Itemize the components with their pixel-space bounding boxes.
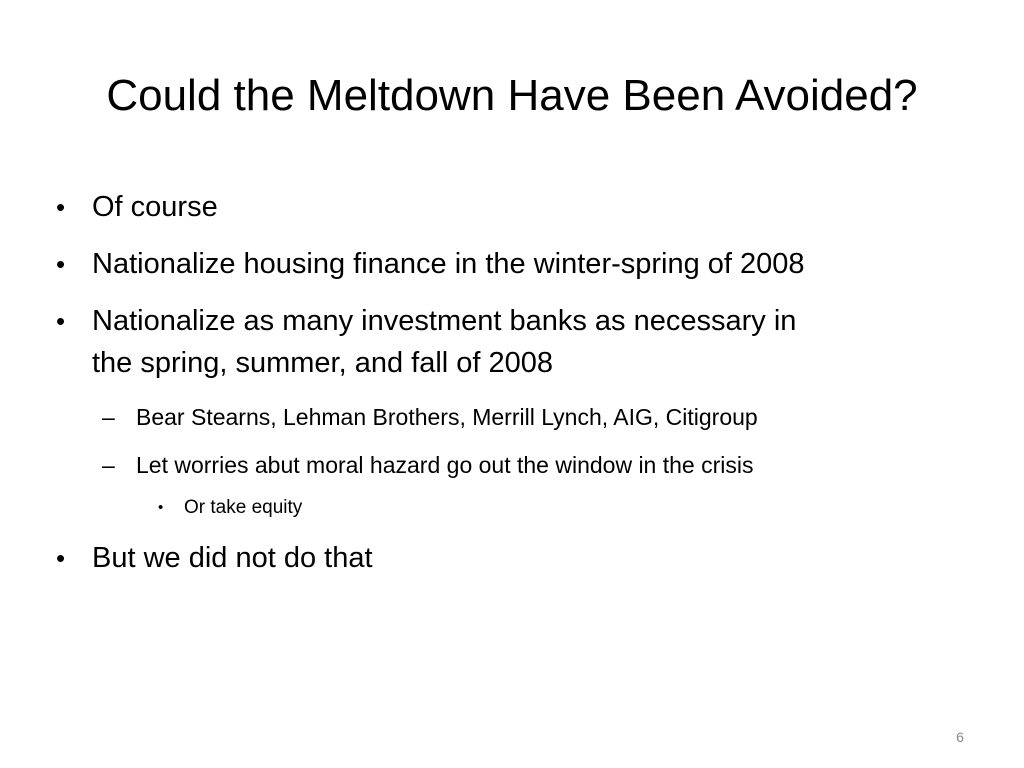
sub-sub-bullet-text: Or take equity — [184, 497, 303, 518]
dash-marker: – — [102, 452, 115, 478]
bullet-item-of-course — [56, 186, 956, 228]
bullet-item-nationalize-housing — [56, 243, 986, 285]
bullet-item-nationalize-banks — [56, 300, 986, 384]
sub-bullet-text: Let worries abut moral hazard go out the window in the crisis — [136, 452, 754, 478]
bullet-text-line-1: Nationalize as many investment banks as necessary in — [92, 305, 797, 337]
slide-number: 6 — [956, 729, 964, 745]
bullet-marker: • — [56, 306, 66, 336]
bullet-marker: • — [158, 499, 164, 516]
dash-marker: – — [102, 404, 115, 430]
bullet-text: Of course — [92, 191, 218, 223]
bullet-text-line-2: the spring, summer, and fall of 2008 — [92, 347, 554, 379]
sub-sub-bullet-item-take-equity — [158, 495, 658, 521]
sub-bullet-text: Bear Stearns, Lehman Brothers, Merrill Lynch, AIG, Citigroup — [136, 404, 758, 430]
bullet-text: But we did not do that — [92, 542, 373, 574]
bullet-marker: • — [56, 543, 66, 573]
bullet-marker: • — [56, 249, 66, 279]
sub-bullet-item-moral-hazard — [102, 449, 982, 481]
slide-title: Could the Meltdown Have Been Avoided? — [106, 71, 918, 120]
bullet-item-did-not-do — [56, 537, 956, 579]
bullet-text: Nationalize housing finance in the winter-spring of 2008 — [92, 248, 805, 280]
sub-bullet-item-banks-list — [102, 401, 982, 433]
bullet-marker: • — [56, 192, 66, 222]
